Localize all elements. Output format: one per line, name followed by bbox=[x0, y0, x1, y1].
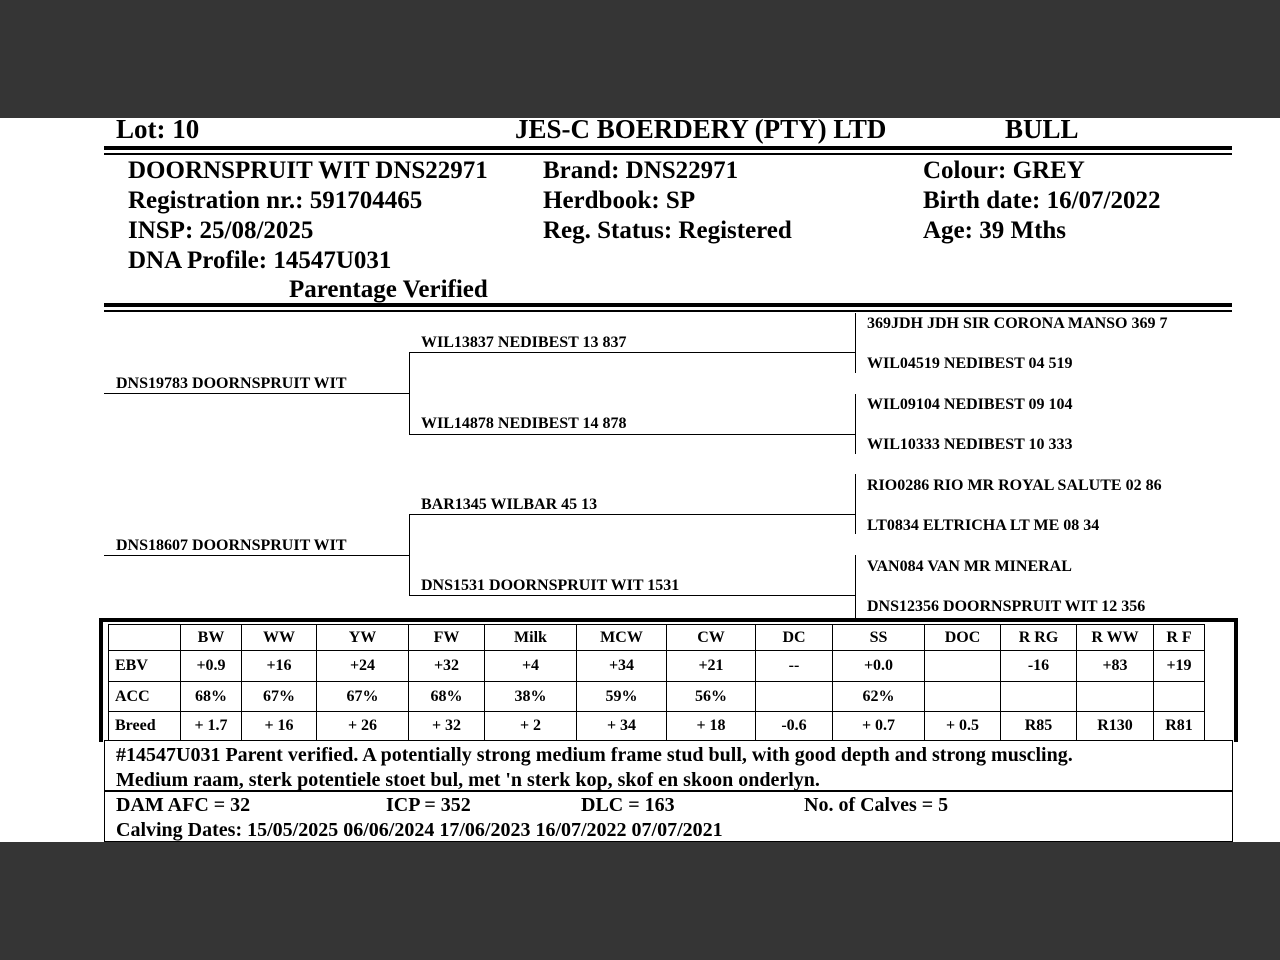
ebv-header-row bbox=[109, 625, 1205, 651]
ebv-header-cell: R WW bbox=[1077, 625, 1154, 651]
ebv-cell: +16 bbox=[242, 651, 317, 682]
ebv-cell: +4 bbox=[485, 651, 577, 682]
pedigree-gg-8: DNS12356 DOORNSPRUIT WIT 12 356 bbox=[867, 598, 1146, 615]
ebv-cell: 56% bbox=[667, 682, 756, 712]
ebv-cell: 68% bbox=[409, 682, 485, 712]
ebv-row-label: ACC bbox=[109, 682, 181, 712]
ebv-header-cell: DC bbox=[756, 625, 833, 651]
pedigree-gg-4: WIL10333 NEDIBEST 10 333 bbox=[867, 436, 1073, 453]
pedigree-gg-5: RIO0286 RIO MR ROYAL SALUTE 02 86 bbox=[867, 477, 1162, 494]
pedigree-gg-1: 369JDH JDH SIR CORONA MANSO 369 7 bbox=[867, 315, 1168, 332]
ebv-cell: 38% bbox=[485, 682, 577, 712]
pedigree-dam-sire: BAR1345 WILBAR 45 13 bbox=[421, 496, 598, 513]
pedigree-gg-6: LT0834 ELTRICHA LT ME 08 34 bbox=[867, 517, 1100, 534]
ebv-cell: 62% bbox=[833, 682, 925, 712]
dam-icp: ICP = 352 bbox=[386, 794, 471, 816]
ebv-cell: R130 bbox=[1077, 712, 1154, 741]
age: Age: 39 Mths bbox=[923, 217, 1067, 244]
ebv-cell bbox=[925, 651, 1001, 682]
lot-number: Lot: 10 bbox=[116, 114, 200, 144]
ebv-cell bbox=[1077, 682, 1154, 712]
ebv-cell: +0.9 bbox=[181, 651, 242, 682]
ebv-header-cell: SS bbox=[833, 625, 925, 651]
header-rule-thin bbox=[104, 153, 1232, 155]
ebv-row bbox=[109, 712, 1205, 741]
calving-dates: Calving Dates: 15/05/2025 06/06/2024 17/06/2023 16/07/2022 07/07/2021 bbox=[116, 819, 723, 841]
ebv-cell: +21 bbox=[667, 651, 756, 682]
registration-status: Reg. Status: Registered bbox=[543, 217, 792, 244]
info-rule-thin bbox=[104, 310, 1232, 312]
ebv-cell: 59% bbox=[577, 682, 667, 712]
top-dark-band bbox=[0, 0, 1280, 118]
dna-profile: DNA Profile: 14547U031 bbox=[128, 247, 392, 274]
pedigree-sire: DNS19783 DOORNSPRUIT WIT bbox=[116, 375, 347, 392]
brand: Brand: DNS22971 bbox=[543, 157, 739, 184]
ebv-cell bbox=[756, 682, 833, 712]
ebv-cell: 67% bbox=[242, 682, 317, 712]
ebv-cell: +34 bbox=[577, 651, 667, 682]
header-rule-thick bbox=[104, 146, 1232, 150]
parentage-status: Parentage Verified bbox=[289, 276, 488, 303]
ebv-cell: + 32 bbox=[409, 712, 485, 741]
herdbook: Herdbook: SP bbox=[543, 187, 696, 214]
ebv-header-cell: FW bbox=[409, 625, 485, 651]
dam-calves-count: No. of Calves = 5 bbox=[804, 794, 949, 816]
dam-dlc: DLC = 163 bbox=[581, 794, 675, 816]
ebv-header-cell: R RG bbox=[1001, 625, 1077, 651]
ebv-table bbox=[108, 624, 1205, 741]
ebv-cell: +32 bbox=[409, 651, 485, 682]
ebv-cell bbox=[925, 682, 1001, 712]
pedigree-dam-dam: DNS1531 DOORNSPRUIT WIT 1531 bbox=[421, 577, 680, 594]
ebv-cell: + 16 bbox=[242, 712, 317, 741]
ebv-cell: + 18 bbox=[667, 712, 756, 741]
inspection-date: INSP: 25/08/2025 bbox=[128, 217, 314, 244]
birth-date: Birth date: 16/07/2022 bbox=[923, 187, 1161, 214]
ebv-cell: 67% bbox=[317, 682, 409, 712]
sex-label: BULL bbox=[1005, 114, 1079, 144]
pedigree-gg-7: VAN084 VAN MR MINERAL bbox=[867, 558, 1072, 575]
pedigree-gg-3: WIL09104 NEDIBEST 09 104 bbox=[867, 396, 1073, 413]
ebv-cell: + 34 bbox=[577, 712, 667, 741]
pedigree-gg-2: WIL04519 NEDIBEST 04 519 bbox=[867, 355, 1073, 372]
ebv-cell: +19 bbox=[1154, 651, 1205, 682]
ebv-cell: + 1.7 bbox=[181, 712, 242, 741]
ebv-header-cell: R F bbox=[1154, 625, 1205, 651]
ebv-cell: R81 bbox=[1154, 712, 1205, 741]
ebv-header-cell: YW bbox=[317, 625, 409, 651]
ebv-cell: +83 bbox=[1077, 651, 1154, 682]
ebv-cell: -16 bbox=[1001, 651, 1077, 682]
ebv-cell: -0.6 bbox=[756, 712, 833, 741]
ebv-cell: + 0.5 bbox=[925, 712, 1001, 741]
ebv-cell: + 26 bbox=[317, 712, 409, 741]
bottom-dark-band bbox=[0, 842, 1280, 960]
ebv-cell: + 0.7 bbox=[833, 712, 925, 741]
ebv-header-cell: MCW bbox=[577, 625, 667, 651]
ebv-header-cell: DOC bbox=[925, 625, 1001, 651]
ebv-cell: R85 bbox=[1001, 712, 1077, 741]
pedigree-sire-dam: WIL14878 NEDIBEST 14 878 bbox=[421, 415, 627, 432]
ebv-cell: 68% bbox=[181, 682, 242, 712]
info-rule-thick bbox=[104, 303, 1232, 307]
colour: Colour: GREY bbox=[923, 157, 1085, 184]
pedigree-sire-sire: WIL13837 NEDIBEST 13 837 bbox=[421, 334, 627, 351]
dam-stats-box bbox=[104, 790, 1233, 842]
ebv-header-cell bbox=[109, 625, 181, 651]
ebv-row bbox=[109, 651, 1205, 682]
ebv-cell bbox=[1154, 682, 1205, 712]
ebv-header-cell: BW bbox=[181, 625, 242, 651]
dam-afc: DAM AFC = 32 bbox=[116, 794, 251, 816]
ebv-row-label: Breed bbox=[109, 712, 181, 741]
animal-name: DOORNSPRUIT WIT DNS22971 bbox=[128, 157, 488, 184]
registration-number: Registration nr.: 591704465 bbox=[128, 187, 423, 214]
ebv-row bbox=[109, 682, 1205, 712]
ebv-header-cell: Milk bbox=[485, 625, 577, 651]
ebv-cell: -- bbox=[756, 651, 833, 682]
ebv-header-cell: WW bbox=[242, 625, 317, 651]
ebv-row-label: EBV bbox=[109, 651, 181, 682]
comments-box bbox=[104, 740, 1233, 792]
ebv-cell: +0.0 bbox=[833, 651, 925, 682]
ebv-cell: +24 bbox=[317, 651, 409, 682]
pedigree-dam: DNS18607 DOORNSPRUIT WIT bbox=[116, 537, 347, 554]
comment-english: #14547U031 Parent verified. A potentially strong medium frame stud bull, with good depth and strong muscling. bbox=[116, 744, 1073, 766]
comment-afrikaans: Medium raam, sterk potentiele stoet bul, met 'n sterk kop, skof en skoon onderlyn. bbox=[116, 769, 820, 791]
ebv-cell bbox=[1001, 682, 1077, 712]
ebv-cell: + 2 bbox=[485, 712, 577, 741]
breeder-name: JES-C BOERDERY (PTY) LTD bbox=[515, 114, 887, 144]
ebv-header-cell: CW bbox=[667, 625, 756, 651]
